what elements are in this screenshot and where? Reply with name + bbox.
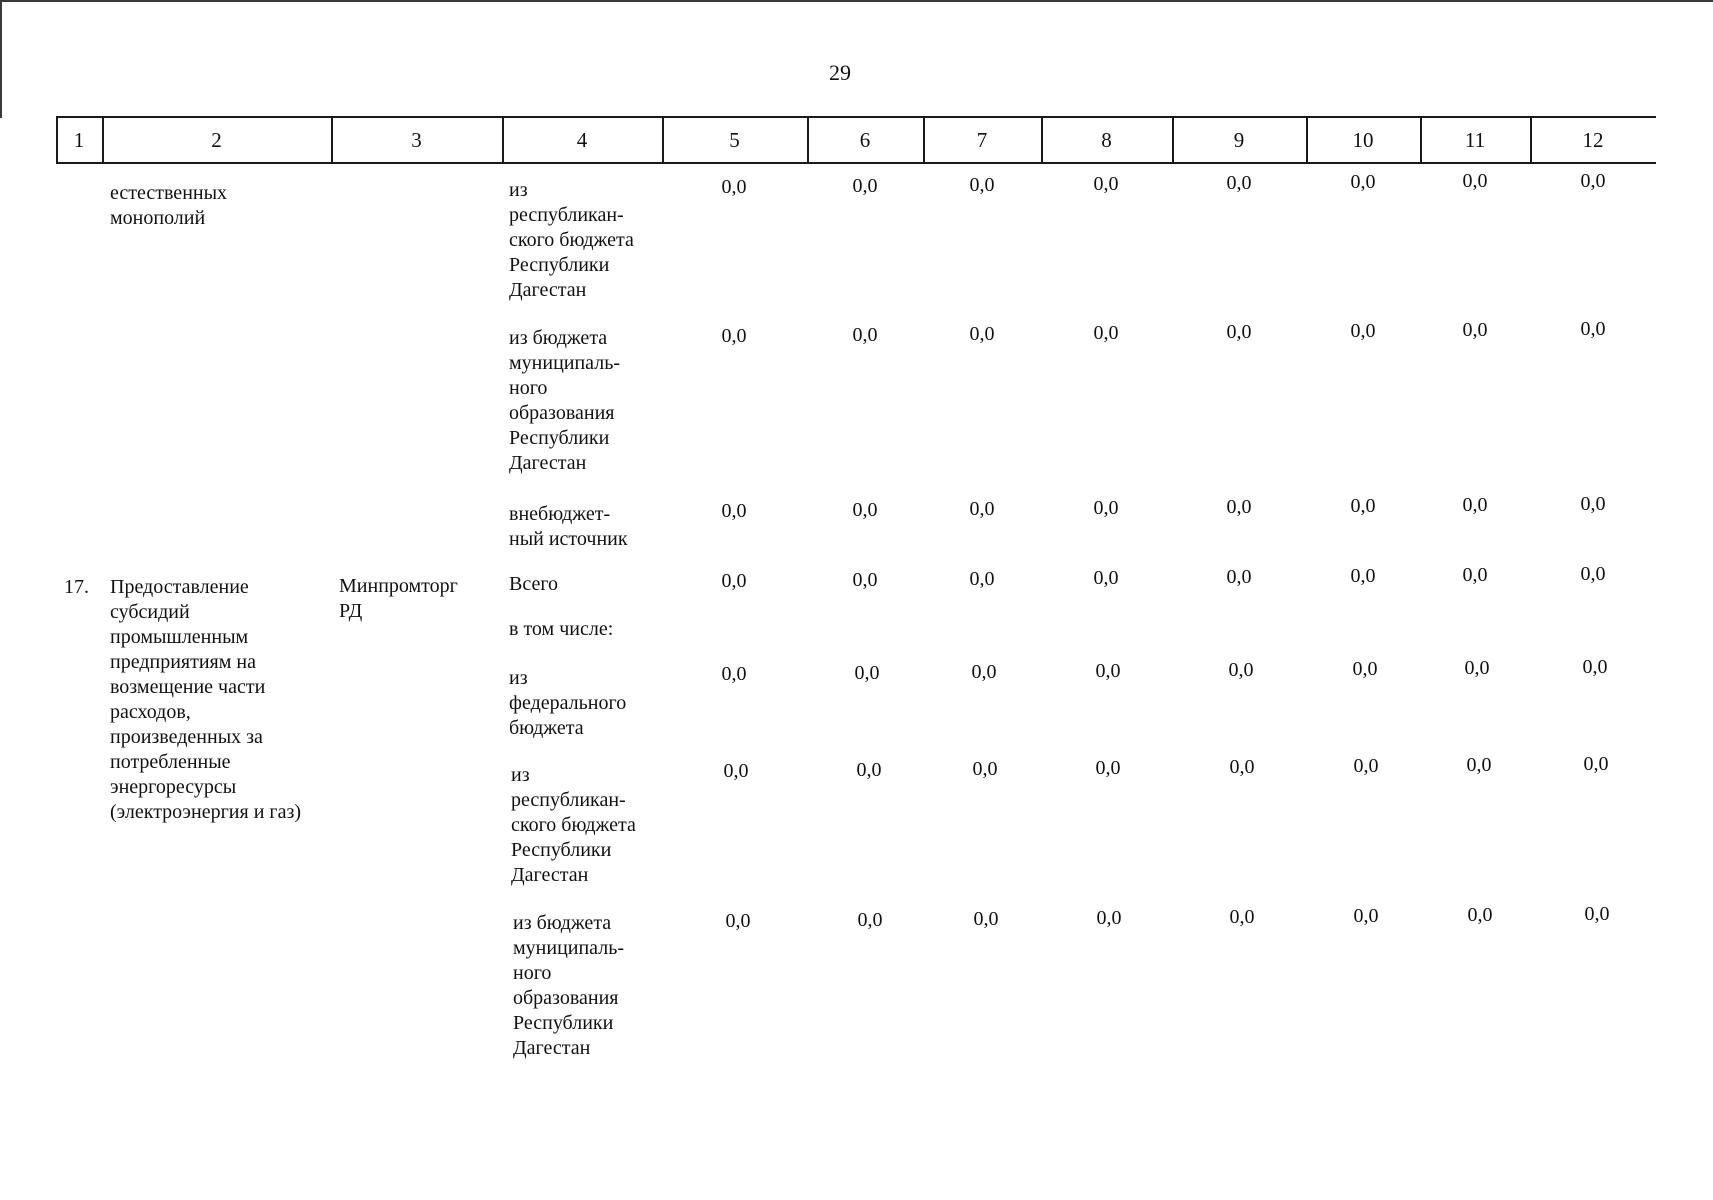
source-label-federal: из федерального бюджета xyxy=(509,667,627,739)
header-cell-7: 7 xyxy=(976,128,988,152)
page-number: 29 xyxy=(829,60,851,85)
value-cell: 0,0 xyxy=(1229,756,1255,778)
source-label-municipal: из бюджета муниципаль- ного образования Республики Дагестан xyxy=(513,912,624,1059)
value-cell: 0,0 xyxy=(1095,660,1121,682)
value-cell: 0,0 xyxy=(1580,493,1606,515)
item-executor: Минпромторг РД xyxy=(339,575,458,622)
header-cell-10: 10 xyxy=(1352,128,1374,152)
source-label-municipal: из бюджета муниципаль- ного образования Республики Дагестан xyxy=(509,327,620,474)
value-cell: 0,0 xyxy=(1462,319,1488,341)
scan-border xyxy=(0,0,1713,2)
header-cell-3: 3 xyxy=(411,128,422,152)
value-cell: 0,0 xyxy=(969,323,995,345)
value-cell: 0,0 xyxy=(1353,905,1379,927)
value-cell: 0,0 xyxy=(852,324,878,346)
value-cell: 0,0 xyxy=(969,498,995,520)
value-cell: 0,0 xyxy=(972,758,998,780)
header-cell-6: 6 xyxy=(859,128,871,152)
value-cell: 0,0 xyxy=(1467,904,1493,926)
value-cell: 0,0 xyxy=(721,663,747,685)
item-name: Предоставление субсидий промышленным предприятиям на возмещение части расходов, произведенных за потребленные энергоресурсы (электроэнергия и газ) xyxy=(110,576,302,823)
value-cell: 0,0 xyxy=(1093,497,1119,519)
value-cell: 0,0 xyxy=(856,759,882,781)
value-cell: 0,0 xyxy=(1096,907,1122,929)
value-cell: 0,0 xyxy=(1228,659,1254,681)
value-cell: 0,0 xyxy=(1462,494,1488,516)
value-cell: 0,0 xyxy=(1580,318,1606,340)
value-cell: 0,0 xyxy=(1352,658,1378,680)
value-cell: 0,0 xyxy=(721,176,747,198)
value-cell: 0,0 xyxy=(1580,563,1606,585)
value-cell: 0,0 xyxy=(969,174,995,196)
value-cell: 0,0 xyxy=(1582,656,1608,678)
continued-item-name: естественных монополий xyxy=(110,182,228,229)
value-cell: 0,0 xyxy=(1226,172,1252,194)
value-cell: 0,0 xyxy=(1583,753,1609,775)
value-cell: 0,0 xyxy=(971,661,997,683)
value-cell: 0,0 xyxy=(1462,564,1488,586)
value-cell: 0,0 xyxy=(1464,657,1490,679)
value-cell: 0,0 xyxy=(721,500,747,522)
item-number: 17. xyxy=(64,576,89,598)
header-cell-12: 12 xyxy=(1582,128,1604,152)
header-cell-8: 8 xyxy=(1101,128,1112,152)
value-cell: 0,0 xyxy=(1584,903,1610,925)
header-cell-1: 1 xyxy=(73,128,85,152)
value-cell: 0,0 xyxy=(723,760,749,782)
value-cell: 0,0 xyxy=(721,325,747,347)
value-cell: 0,0 xyxy=(1350,171,1376,193)
value-cell: 0,0 xyxy=(1580,170,1606,192)
value-cell: 0,0 xyxy=(1226,496,1252,518)
value-cell: 0,0 xyxy=(721,570,747,592)
value-cell: 0,0 xyxy=(969,568,995,590)
value-cell: 0,0 xyxy=(1462,170,1488,192)
value-cell: 0,0 xyxy=(725,910,751,932)
value-cell: 0,0 xyxy=(852,499,878,521)
value-cell: 0,0 xyxy=(973,908,999,930)
source-label-republican: из республикан- ского бюджета Республики Дагестан xyxy=(511,764,636,886)
value-cell: 0,0 xyxy=(1350,565,1376,587)
source-label-extrabudget: внебюджет- ный источник xyxy=(509,503,628,550)
value-cell: 0,0 xyxy=(1229,906,1255,928)
value-cell: 0,0 xyxy=(1226,566,1252,588)
value-cell: 0,0 xyxy=(852,175,878,197)
header-cell-2: 2 xyxy=(211,128,222,152)
header-cell-9: 9 xyxy=(1233,128,1245,152)
value-cell: 0,0 xyxy=(1093,173,1119,195)
value-cell: 0,0 xyxy=(1466,754,1492,776)
value-cell: 0,0 xyxy=(1353,755,1379,777)
value-cell: 0,0 xyxy=(1226,321,1252,343)
scan-border-left xyxy=(0,0,2,118)
value-cell: 0,0 xyxy=(852,569,878,591)
source-label-total: Всего xyxy=(509,573,559,595)
source-label-republican: из республикан- ского бюджета Республики Дагестан xyxy=(509,179,634,301)
value-cell: 0,0 xyxy=(1350,495,1376,517)
value-cell: 0,0 xyxy=(857,909,883,931)
value-cell: 0,0 xyxy=(1093,322,1119,344)
header-cell-4: 4 xyxy=(576,128,588,152)
value-cell: 0,0 xyxy=(1350,320,1376,342)
value-cell: 0,0 xyxy=(1093,567,1119,589)
source-label-including: в том числе: xyxy=(509,618,614,640)
table-header-bottom-rule xyxy=(56,162,1656,164)
header-cell-11: 11 xyxy=(1464,128,1486,152)
value-cell: 0,0 xyxy=(854,662,880,684)
header-cell-5: 5 xyxy=(729,128,740,152)
value-cell: 0,0 xyxy=(1095,757,1121,779)
